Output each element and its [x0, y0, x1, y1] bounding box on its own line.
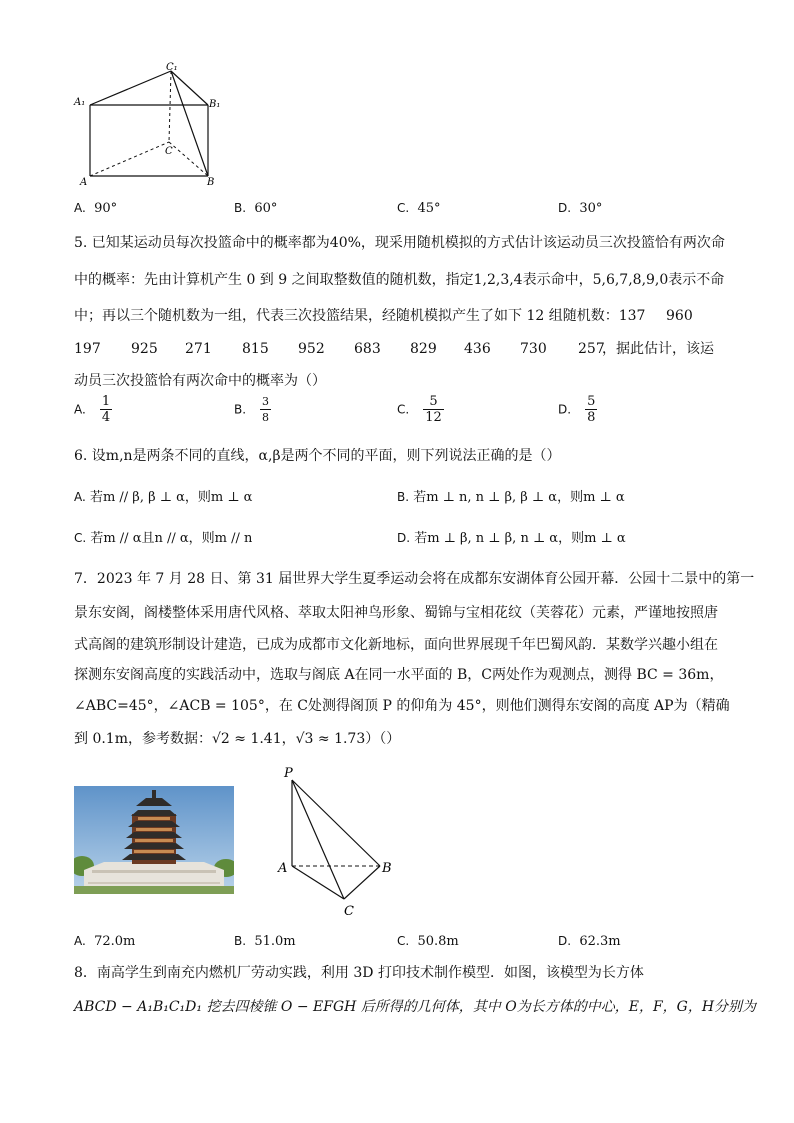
random-number: 829 — [410, 341, 437, 357]
label-c: C — [165, 146, 173, 157]
q4-option-b[interactable]: B. 60° — [234, 201, 278, 216]
q5-line-3: 中；再以三个随机数为一组，代表三次投篮结果，经随机模拟产生了如下 12 组随机数：137 — [74, 308, 646, 324]
q7-line-6: 到 0.1m，参考数据：√2 ≈ 1.41，√3 ≈ 1.73）（） — [74, 731, 401, 747]
random-number: 197 — [74, 341, 101, 357]
label-b: B — [382, 861, 392, 876]
fraction: $\frac{3}{8}$ — [262, 395, 270, 424]
label-b: B — [207, 177, 215, 188]
label-a: A — [278, 861, 288, 876]
q6-stem: 6. 设m,n是两条不同的直线，α,β是两个不同的平面，则下列说法正确的是（） — [74, 448, 561, 464]
q4-option-a[interactable]: A. 90° — [74, 201, 118, 216]
label-p: P — [284, 766, 293, 781]
fraction: $\frac{5}{12}$ — [425, 394, 442, 425]
q5-option-c[interactable]: C. $\frac{5}{12}$ — [397, 394, 442, 425]
pavilion-photo — [74, 786, 234, 894]
fraction: $\frac{1}{4}$ — [101, 394, 111, 425]
q5-line-4-tail: ，据此估计，该运 — [602, 341, 714, 357]
q6-option-d[interactable]: D. 若m ⊥ β, n ⊥ β, n ⊥ α，则m ⊥ α — [397, 531, 626, 546]
q8-line-2: ABCD − A₁B₁C₁D₁ 挖去四棱锥 O − EFGH 后所得的几何体，其中 O为长方体的中心，E，F，G，H分别为 — [74, 999, 757, 1015]
q7-line-3: 式高阁的建筑形制设计建造，已成为成都市文化新地标，面向世界展现千年巴蜀风韵．某数学兴趣小组在 — [74, 637, 718, 653]
q7-line-4: 探测东安阁高度的实践活动中，选取与阁底 A在同一水平面的 B，C两处作为观测点，测得 BC = 36m， — [74, 667, 724, 683]
q5-random-numbers — [74, 339, 714, 359]
label-c1: C₁ — [166, 62, 178, 73]
tetrahedron-figure — [276, 762, 406, 922]
q7-option-a[interactable]: A. 72.0m — [74, 934, 136, 949]
q7-option-b[interactable]: B. 51.0m — [234, 934, 296, 949]
random-number: 257 — [578, 341, 605, 357]
q6-option-b[interactable]: B. 若m ⊥ n, n ⊥ β, β ⊥ α，则m ⊥ α — [397, 490, 625, 505]
random-number: 925 — [131, 341, 158, 357]
q6-option-c[interactable]: C. 若m // α且n // α，则m // n — [74, 531, 253, 546]
random-number: 952 — [298, 341, 325, 357]
random-number: 815 — [242, 341, 269, 357]
q5-number-960: 960 — [666, 308, 693, 324]
q5-line-2: 中的概率：先由计算机产生 0 到 9 之间取整数值的随机数，指定1,2,3,4表示命中，5,6,7,8,9,0表示不命 — [74, 272, 725, 288]
label-c: C — [344, 904, 354, 919]
q7-line-5: ∠ABC=45°，∠ACB = 105°，在 C处测得阁顶 P 的仰角为 45°，则他们测得东安阁的高度 AP为（精确 — [74, 698, 730, 714]
fraction: $\frac{5}{8}$ — [587, 394, 596, 425]
label-a1: A₁ — [74, 97, 86, 108]
q4-option-d[interactable]: D. 30° — [558, 201, 603, 216]
label-b1: B₁ — [209, 99, 221, 110]
q4-option-c[interactable]: C. 45° — [397, 201, 441, 216]
random-number: 730 — [520, 341, 547, 357]
q5-line-1: 5. 已知某运动员每次投篮命中的概率都为40%，现采用随机模拟的方式估计该运动员三次投篮恰有两次命 — [74, 235, 725, 251]
q7-line-1: 7．2023 年 7 月 28 日、第 31 届世界大学生夏季运动会将在成都东安湖体育公园开幕．公园十二景中的第一 — [74, 571, 755, 587]
random-number: 271 — [185, 341, 212, 357]
q7-option-d[interactable]: D. 62.3m — [558, 934, 621, 949]
q5-option-a[interactable]: A. $\frac{1}{4}$ — [74, 394, 111, 425]
q5-line-5: 动员三次投篮恰有两次命中的概率为（） — [74, 373, 326, 389]
q8-line-1: 8．南高学生到南充内燃机厂劳动实践，利用 3D 打印技术制作模型．如图，该模型为长方体 — [74, 965, 644, 981]
q5-option-b[interactable]: B. $\frac{3}{8}$ — [234, 395, 270, 424]
q5-option-d[interactable]: D. $\frac{5}{8}$ — [558, 394, 596, 425]
random-number: 683 — [354, 341, 381, 357]
random-number: 436 — [464, 341, 491, 357]
q7-line-2: 景东安阁，阁楼整体采用唐代风格、萃取太阳神鸟形象、蜀锦与宝相花纹（芙蓉花）元素，严谨地按照唐 — [74, 605, 718, 621]
label-a: A — [80, 177, 88, 188]
prism-figure — [70, 58, 230, 188]
q7-option-c[interactable]: C. 50.8m — [397, 934, 459, 949]
q6-option-a[interactable]: A. 若m // β, β ⊥ α，则m ⊥ α — [74, 490, 253, 505]
